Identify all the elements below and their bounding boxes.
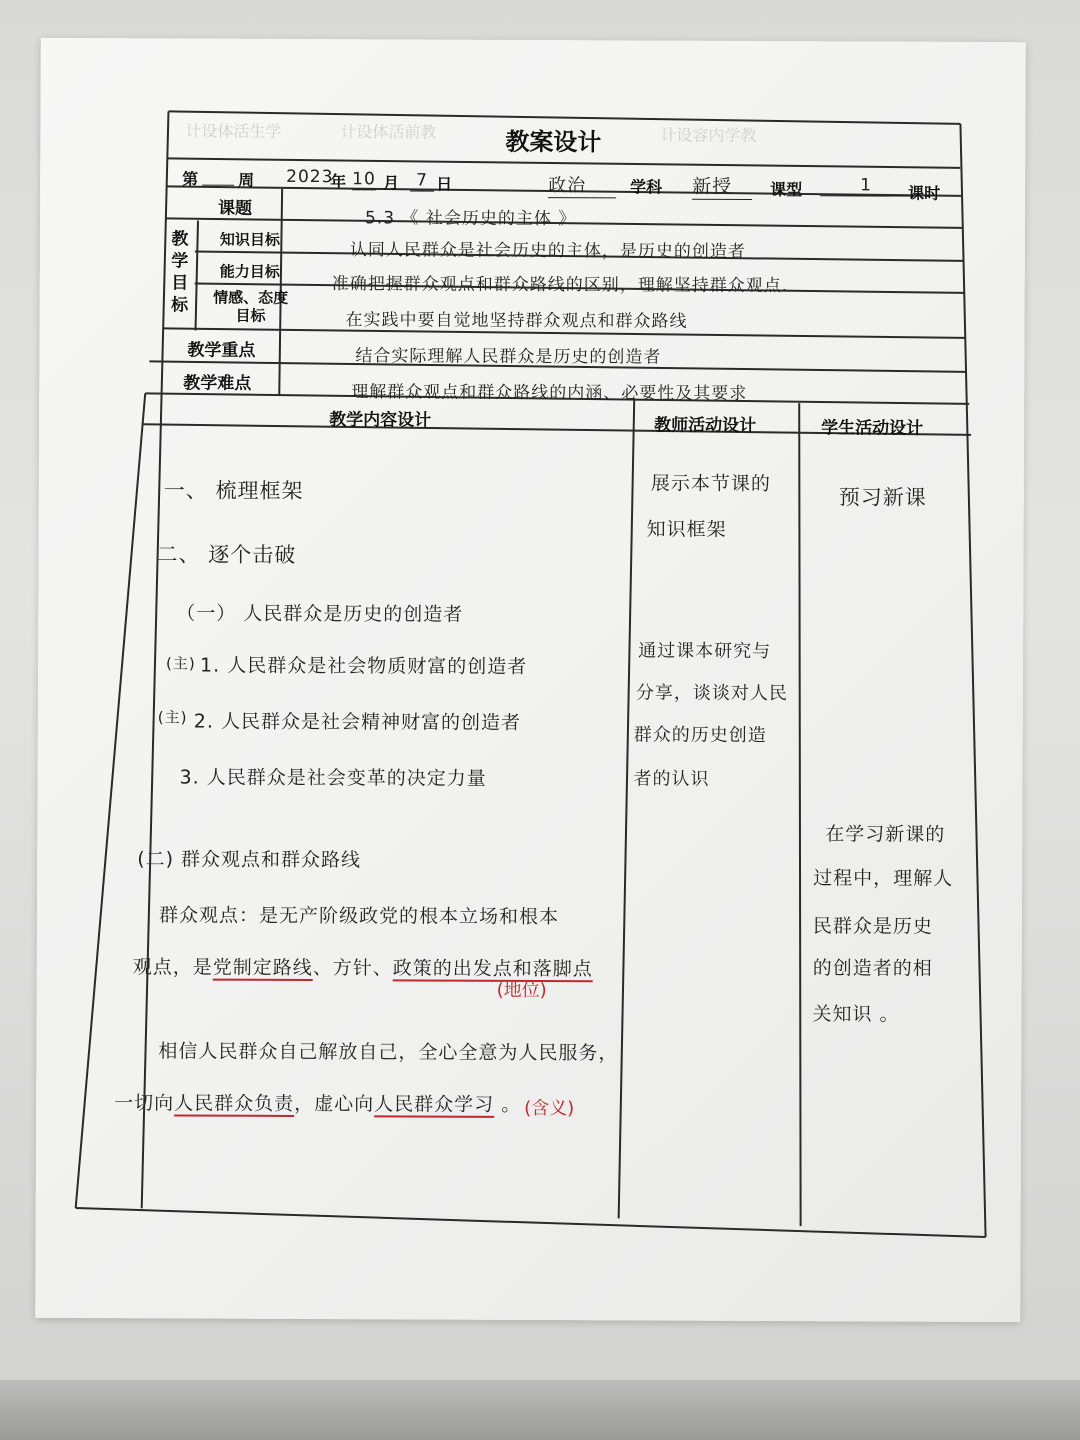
- student-line-5: 的创造者的相: [812, 957, 933, 980]
- desk-edge: [0, 1380, 1080, 1440]
- difficulty-value: 理解群众观点和群众路线的内涵、必要性及其要求: [351, 382, 748, 404]
- hours-value: 1: [820, 175, 912, 196]
- student-line-3: 过程中，理解人: [813, 867, 954, 890]
- week-blank: [202, 185, 234, 186]
- content-note-meaning: (含义): [524, 1097, 575, 1120]
- content-mark-1: (主): [166, 654, 196, 673]
- knowledge-objective-value: 认同人民群众是社会历史的主体，是历史的创造者: [349, 240, 746, 262]
- student-line-1: 预习新课: [838, 485, 927, 510]
- subject-label: 学科: [630, 177, 663, 197]
- topic-label: 课题: [218, 198, 253, 219]
- year-value: 2023: [286, 166, 334, 188]
- teacher-line-4: 分享，谈谈对人民: [635, 682, 788, 705]
- class-type-label: 课型: [770, 180, 803, 200]
- content-line-6: 3. 人民群众是社会变革的决定力量: [179, 766, 487, 790]
- content-line-3: （一） 人民群众是历史的创造者: [176, 602, 464, 626]
- month-value: 10: [352, 169, 376, 190]
- month-label: 月: [383, 173, 400, 193]
- objectives-group-label: 教 学 目 标: [171, 229, 189, 316]
- student-line-6: 关知识 。: [812, 1003, 900, 1026]
- content-line-1: 一、 梳理框架: [163, 478, 304, 504]
- column-header-content: 教学内容设计: [329, 410, 432, 431]
- content-line-10: 相信人民群众自己解放自己，全心全意为人民服务，: [158, 1040, 619, 1065]
- ability-objective-label: 能力目标: [219, 262, 280, 281]
- emotion-objective-value: 在实践中要自觉地坚持群众观点和群众路线: [345, 310, 688, 332]
- student-line-2: 在学习新课的: [825, 823, 946, 846]
- class-type-value: 新授: [692, 172, 752, 200]
- content-note-position: (地位): [496, 979, 547, 1002]
- svg-text:计设容内学教: 计设容内学教: [660, 125, 757, 145]
- student-line-4: 民群众是历史: [812, 915, 933, 938]
- teacher-line-3: 通过课本研究与: [638, 640, 772, 663]
- key-point-label: 教学重点: [187, 340, 256, 361]
- ability-objective-value: 准确把握群众观点和群众路线的区别，理解坚持群众观点.: [331, 274, 789, 297]
- day-value: 7: [410, 170, 434, 191]
- content-line-4: 1. 人民群众是社会物质财富的创造者: [200, 654, 528, 678]
- column-header-student: 学生活动设计: [821, 418, 924, 439]
- topic-value: 5.3 《 社会历史的主体 》: [364, 208, 577, 230]
- content-line-2: 二、 逐个击破: [156, 542, 297, 567]
- content-line-8: 群众观点：是无产阶级政党的根本立场和根本: [158, 904, 560, 929]
- day-label: 日: [436, 174, 453, 194]
- teacher-line-6: 者的认识: [633, 768, 710, 790]
- emotion-objective-label: 情感、态度 目标: [213, 288, 289, 325]
- page-title: 教案设计: [505, 127, 602, 157]
- knowledge-objective-label: 知识目标: [219, 230, 280, 249]
- worksheet-paper: [35, 38, 1026, 1322]
- teacher-line-2: 知识框架: [646, 518, 727, 541]
- year-label: 年: [330, 172, 347, 192]
- week-suffix: 周: [238, 170, 255, 190]
- subject-value: 政治: [548, 171, 616, 198]
- teacher-line-5: 群众的历史创造: [633, 724, 767, 747]
- content-line-11: 一切向人民群众负责，虚心向人民群众学习 。: [114, 1092, 522, 1116]
- content-mark-2: (主): [157, 708, 188, 727]
- teacher-line-1: 展示本节课的: [650, 472, 771, 496]
- hours-label: 课时: [908, 183, 941, 203]
- key-point-value: 结合实际理解人民群众是历史的创造者: [355, 346, 662, 368]
- svg-text:计设体活生学: 计设体活生学: [185, 121, 282, 141]
- column-header-teacher: 教师活动设计: [654, 415, 757, 436]
- content-line-5: 2. 人民群众是社会精神财富的创造者: [193, 710, 522, 734]
- week-prefix: 第: [182, 169, 199, 189]
- difficulty-label: 教学难点: [183, 373, 252, 394]
- content-line-9: 观点，是党制定路线、方针、政策的出发点和落脚点: [132, 956, 593, 981]
- content-line-7: (二) 群众观点和群众路线: [137, 848, 362, 872]
- svg-text:计设体活前教: 计设体活前教: [340, 122, 437, 142]
